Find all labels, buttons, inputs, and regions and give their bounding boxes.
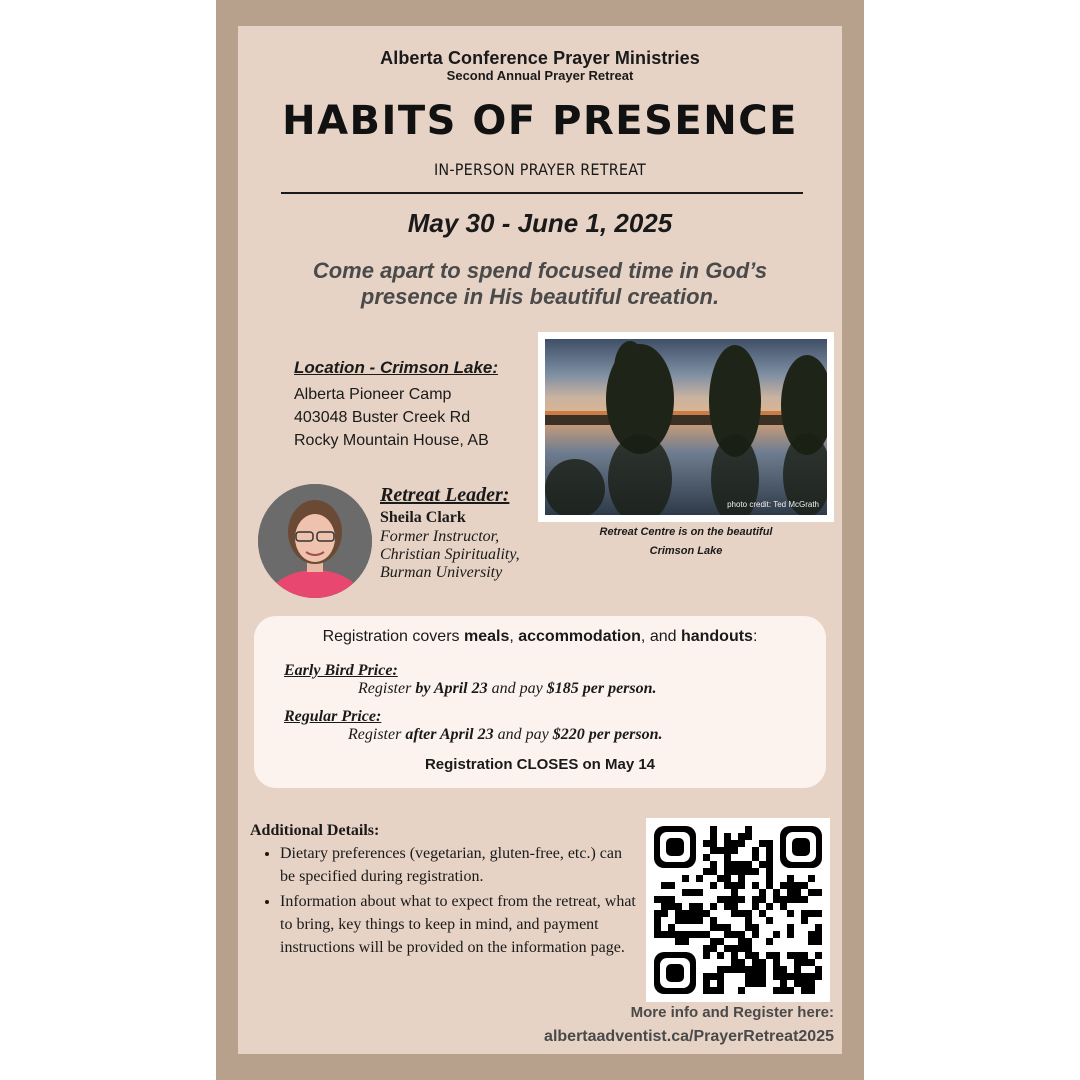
qr-module [724, 882, 731, 889]
qr-module [787, 910, 794, 917]
qr-module [689, 931, 696, 938]
qr-module [794, 896, 801, 903]
qr-module [696, 875, 703, 882]
qr-module [773, 931, 780, 938]
regular-price: $220 per person. [552, 726, 663, 743]
qr-module [766, 917, 773, 924]
qr-module [808, 980, 815, 987]
qr-module [710, 868, 717, 875]
qr-module [710, 938, 717, 945]
qr-module [794, 952, 801, 959]
qr-module [696, 903, 703, 910]
qr-module [815, 931, 822, 938]
qr-module [815, 966, 822, 973]
qr-module [703, 854, 710, 861]
qr-module [731, 903, 738, 910]
qr-module [794, 966, 801, 973]
qr-module [808, 938, 815, 945]
qr-module [801, 910, 808, 917]
qr-module [654, 931, 661, 938]
qr-module [780, 980, 787, 987]
qr-module [815, 973, 822, 980]
qr-module [703, 987, 710, 994]
qr-module [710, 924, 717, 931]
qr-module [780, 882, 787, 889]
location-line: 403048 Buster Creek Rd [294, 409, 471, 426]
qr-module [738, 938, 745, 945]
qr-module [696, 917, 703, 924]
qr-module [759, 973, 766, 980]
details-item: • Dietary preferences (vegetarian, gluten-free, etc.) can be specified during registration. [280, 842, 636, 888]
event-subtitle: Second Annual Prayer Retreat [446, 68, 634, 83]
poster [238, 26, 842, 1054]
qr-module [745, 826, 752, 833]
qr-module [731, 868, 738, 875]
qr-module [668, 903, 675, 910]
qr-module [766, 840, 773, 847]
qr-module [731, 910, 738, 917]
qr-module [752, 847, 759, 854]
registration-closes: Registration CLOSES on May 14 [424, 756, 656, 773]
qr-module [773, 889, 780, 896]
qr-module [668, 924, 675, 931]
qr-module [675, 917, 682, 924]
details-heading: Additional Details: [250, 822, 380, 839]
early-bird-deadline: by April 23 [415, 680, 488, 697]
qr-module [787, 924, 794, 931]
qr-module [696, 889, 703, 896]
qr-module [724, 903, 731, 910]
qr-module [717, 938, 724, 945]
registration-link[interactable]: albertaadventist.ca/PrayerRetreat2025 [544, 1028, 834, 1045]
qr-module [745, 861, 752, 868]
qr-module [710, 826, 717, 833]
qr-code[interactable] [646, 818, 830, 1002]
qr-module [724, 840, 731, 847]
qr-module [801, 987, 808, 994]
qr-module [766, 875, 773, 882]
qr-module [717, 966, 724, 973]
qr-module [808, 973, 815, 980]
qr-module [654, 910, 661, 917]
qr-module [780, 966, 787, 973]
qr-module [710, 882, 717, 889]
qr-module [724, 896, 731, 903]
qr-module [745, 980, 752, 987]
qr-module [745, 924, 752, 931]
leader-title-line: Burman University [380, 564, 503, 581]
regular-price-label: Regular Price: [284, 708, 382, 725]
qr-module [682, 931, 689, 938]
qr-module [703, 980, 710, 987]
registration-intro-text: Registration covers [322, 628, 464, 645]
qr-module [780, 973, 787, 980]
qr-module [738, 931, 745, 938]
qr-module [731, 896, 738, 903]
qr-module [717, 847, 724, 854]
leader-name: Sheila Clark [380, 509, 466, 526]
qr-module [759, 959, 766, 966]
qr-module [661, 931, 668, 938]
qr-module [724, 945, 731, 952]
qr-module [766, 868, 773, 875]
qr-module [703, 973, 710, 980]
qr-module [808, 910, 815, 917]
qr-module [787, 931, 794, 938]
qr-module [745, 910, 752, 917]
qr-module [787, 889, 794, 896]
qr-module [731, 840, 738, 847]
photo-caption-line: Retreat Centre is on the beautiful [599, 526, 773, 538]
qr-module [689, 910, 696, 917]
event-title: HABITS OF PRESENCE [282, 98, 798, 144]
qr-module [752, 854, 759, 861]
qr-module [738, 861, 745, 868]
qr-module [731, 861, 738, 868]
qr-module [787, 973, 794, 980]
qr-module [738, 875, 745, 882]
qr-module [801, 917, 808, 924]
registration-handouts: handouts [680, 628, 753, 645]
qr-module [787, 896, 794, 903]
qr-module [731, 959, 738, 966]
organization-name: Alberta Conference Prayer Ministries [380, 48, 700, 68]
qr-module [724, 861, 731, 868]
qr-module [752, 896, 759, 903]
qr-module [745, 868, 752, 875]
qr-module [731, 966, 738, 973]
qr-module [717, 980, 724, 987]
qr-module [808, 931, 815, 938]
qr-module [773, 959, 780, 966]
qr-module [724, 966, 731, 973]
qr-module [815, 952, 822, 959]
qr-module [752, 980, 759, 987]
qr-module [759, 896, 766, 903]
qr-module [710, 840, 717, 847]
qr-module [801, 952, 808, 959]
qr-module [745, 966, 752, 973]
registration-box [254, 616, 826, 788]
qr-module [752, 924, 759, 931]
regular-deadline: after April 23 [405, 726, 494, 743]
event-tagline: IN-PERSON PRAYER RETREAT [433, 160, 647, 179]
leader-portrait [258, 484, 372, 598]
qr-module [710, 917, 717, 924]
early-bird-register: Register [358, 680, 416, 697]
qr-module [696, 910, 703, 917]
qr-module [773, 896, 780, 903]
regular-register: Register [348, 726, 406, 743]
qr-module [773, 966, 780, 973]
qr-module [752, 903, 759, 910]
leader-avatar [258, 484, 372, 598]
early-bird-detail [358, 680, 657, 698]
lake-photo-frame [538, 332, 834, 522]
qr-module [731, 952, 738, 959]
details-list [260, 842, 636, 961]
qr-module [787, 875, 794, 882]
qr-module [710, 973, 717, 980]
qr-module [724, 854, 731, 861]
qr-module [731, 847, 738, 854]
qr-module [766, 952, 773, 959]
qr-module [794, 882, 801, 889]
qr-module [815, 889, 822, 896]
qr-module [801, 896, 808, 903]
qr-module [766, 903, 773, 910]
leader-heading: Retreat Leader: [380, 484, 510, 506]
qr-module [689, 903, 696, 910]
registration-intro [254, 628, 826, 646]
qr-module [682, 910, 689, 917]
qr-module [703, 931, 710, 938]
qr-module [752, 882, 759, 889]
qr-module [752, 868, 759, 875]
qr-module [724, 875, 731, 882]
qr-module [759, 840, 766, 847]
qr-module [745, 917, 752, 924]
qr-module [731, 931, 738, 938]
qr-module [654, 917, 661, 924]
qr-module [703, 952, 710, 959]
qr-module [689, 889, 696, 896]
more-info-label: More info and Register here: [630, 1004, 834, 1021]
qr-module [738, 868, 745, 875]
qr-module [682, 889, 689, 896]
qr-module [794, 973, 801, 980]
qr-module [801, 973, 808, 980]
qr-module [752, 973, 759, 980]
qr-module [738, 896, 745, 903]
qr-module [731, 889, 738, 896]
qr-module [738, 987, 745, 994]
leader-title-line: Christian Spirituality, [380, 546, 520, 563]
qr-module [745, 945, 752, 952]
qr-module [724, 868, 731, 875]
photo-caption-line: Crimson Lake [649, 545, 723, 557]
qr-module [710, 945, 717, 952]
qr-module [787, 952, 794, 959]
qr-module [717, 896, 724, 903]
qr-module [801, 980, 808, 987]
qr-module [759, 889, 766, 896]
qr-module [696, 931, 703, 938]
qr-module [794, 889, 801, 896]
qr-module [759, 966, 766, 973]
qr-module [703, 910, 710, 917]
qr-module [801, 959, 808, 966]
qr-module [752, 931, 759, 938]
qr-module [724, 833, 731, 840]
qr-module [675, 903, 682, 910]
qr-module [745, 952, 752, 959]
qr-module [815, 924, 822, 931]
qr-module [710, 861, 717, 868]
qr-module [738, 959, 745, 966]
location-heading: Location - Crimson Lake: [294, 358, 499, 377]
qr-module [808, 959, 815, 966]
details-item: • Information about what to expect from the retreat, what to bring, key things to keep in mind, and payment instructions will be provided on the information page. [280, 890, 636, 959]
early-bird-label: Early Bird Price: [284, 662, 398, 679]
qr-module [787, 882, 794, 889]
qr-module [773, 973, 780, 980]
qr-module [759, 861, 766, 868]
qr-module [717, 973, 724, 980]
qr-module [668, 882, 675, 889]
lake-photo-image [545, 339, 827, 515]
qr-module [745, 938, 752, 945]
location-line: Rocky Mountain House, AB [294, 432, 489, 449]
qr-module [738, 833, 745, 840]
qr-module [668, 931, 675, 938]
qr-module [780, 896, 787, 903]
qr-module [766, 938, 773, 945]
qr-module [801, 882, 808, 889]
qr-module [794, 959, 801, 966]
qr-module [780, 987, 787, 994]
qr-module [745, 973, 752, 980]
qr-module [703, 945, 710, 952]
qr-module [710, 903, 717, 910]
qr-module [738, 966, 745, 973]
early-bird-price: $185 per person. [546, 680, 657, 697]
registration-separator: , [509, 628, 519, 645]
qr-module [710, 833, 717, 840]
qr-module [773, 952, 780, 959]
qr-module [661, 896, 668, 903]
regular-price-detail [348, 726, 663, 744]
qr-module [759, 910, 766, 917]
qr-module [766, 847, 773, 854]
qr-module [766, 854, 773, 861]
qr-module [675, 910, 682, 917]
qr-module [703, 840, 710, 847]
qr-module [661, 903, 668, 910]
qr-module [738, 840, 745, 847]
registration-meals: meals [463, 628, 510, 645]
qr-module [787, 987, 794, 994]
qr-module [682, 938, 689, 945]
qr-module [724, 847, 731, 854]
qr-module [654, 924, 661, 931]
qr-module [738, 882, 745, 889]
qr-module [717, 924, 724, 931]
regular-pay: and pay [493, 726, 553, 743]
qr-module [724, 924, 731, 931]
qr-module [808, 875, 815, 882]
qr-module [738, 945, 745, 952]
leader-title-line: Former Instructor, [380, 528, 500, 545]
qr-module [752, 966, 759, 973]
qr-module [689, 917, 696, 924]
qr-module [780, 903, 787, 910]
qr-module [731, 882, 738, 889]
qr-module [717, 952, 724, 959]
qr-module [703, 868, 710, 875]
early-bird-pay: and pay [487, 680, 547, 697]
qr-module [759, 980, 766, 987]
qr-module [808, 987, 815, 994]
registration-separator: , and [640, 628, 681, 645]
registration-accommodation: accommodation [518, 628, 641, 645]
qr-module [752, 952, 759, 959]
qr-module [682, 875, 689, 882]
qr-module [794, 980, 801, 987]
qr-module [675, 938, 682, 945]
qr-module [724, 931, 731, 938]
qr-module [668, 896, 675, 903]
qr-module [815, 938, 822, 945]
qr-module [773, 987, 780, 994]
qr-module [745, 833, 752, 840]
qr-module [710, 847, 717, 854]
qr-module [766, 861, 773, 868]
qr-code-image [646, 818, 830, 1002]
qr-module [710, 987, 717, 994]
qr-module [661, 882, 668, 889]
title-divider [281, 192, 803, 194]
qr-module [682, 917, 689, 924]
qr-module [815, 910, 822, 917]
location-line: Alberta Pioneer Camp [294, 386, 452, 403]
qr-module [752, 959, 759, 966]
registration-separator: : [752, 628, 758, 645]
qr-module [675, 931, 682, 938]
qr-module [661, 910, 668, 917]
qr-module [766, 882, 773, 889]
qr-module [654, 896, 661, 903]
event-dates: May 30 - June 1, 2025 [407, 208, 673, 238]
intro-text: Come apart to spend focused time in God’s presence in His beautiful creation. [312, 258, 768, 309]
qr-module [731, 945, 738, 952]
qr-module [738, 910, 745, 917]
qr-module [717, 875, 724, 882]
photo-credit: photo credit: Ted McGrath [727, 500, 819, 509]
lake-photo [545, 339, 827, 515]
qr-module [808, 889, 815, 896]
qr-module [717, 987, 724, 994]
